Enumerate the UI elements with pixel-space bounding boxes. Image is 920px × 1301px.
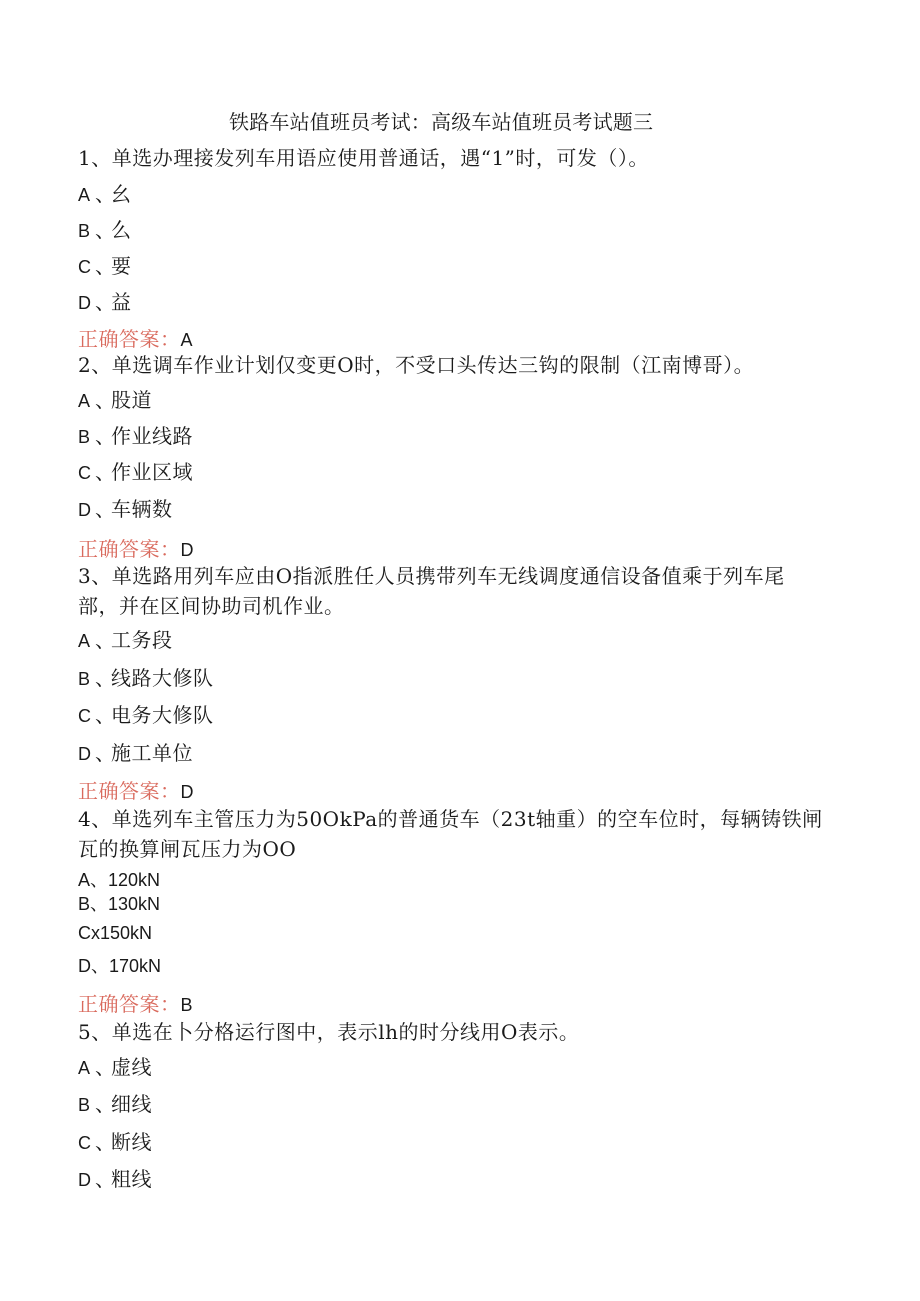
question-5-stem: 5、单选在卜分格运行图中，表示lh的时分线用O表示。 [78,1020,580,1044]
answer-value: B [180,995,194,1015]
question-1-option-a: A 、幺 [78,182,132,206]
question-3-option-a: A 、工务段 [78,628,173,652]
question-4-option-b: B、130kN [78,894,161,914]
question-4-option-c: Cx150kN [78,923,153,943]
question-2-option-d: D 、车辆数 [78,497,173,521]
question-1-option-c: C 、要 [78,254,132,278]
question-2-option-a: A 、股道 [78,388,152,412]
question-5-option-a: A 、虚线 [78,1055,152,1079]
question-4-answer [78,992,193,1017]
question-5-option-b: B 、细线 [78,1092,152,1116]
question-4-option-d: D、170kN [78,956,162,976]
question-2-option-b: B 、作业线路 [78,424,193,448]
question-3-option-d: D 、施工单位 [78,741,193,765]
answer-value: A [180,330,194,350]
question-4-stem-line-1: 4、单选列车主管压力为50OkPa的普通货车（23t轴重）的空车位时，每辆铸铁闸 [78,807,823,831]
question-4-stem-line-2: 瓦的换算闸瓦压力为OO [78,837,297,861]
question-2-answer [78,537,194,562]
question-3-option-b: B 、线路大修队 [78,666,214,690]
question-3-stem-line-1: 3、单选路用列车应由O指派胜任人员携带列车无线调度通信设备值乘于列车尾 [78,564,785,588]
question-1-stem: 1、单选办理接发列车用语应使用普通话，遇“1”时，可发（）。 [78,146,649,170]
question-1-option-d: D 、益 [78,290,132,314]
question-4-option-a: A、120kN [78,870,161,890]
answer-label: 正确答案： [78,779,181,803]
question-5-option-c: C 、断线 [78,1130,152,1154]
question-1-option-b: B 、么 [78,218,132,242]
question-3-option-c: C 、电务大修队 [78,703,214,727]
document-title: 铁路车站值班员考试：高级车站值班员考试题三 [229,110,654,134]
answer-label: 正确答案： [78,992,181,1016]
question-3-stem-line-2: 部，并在区间协助司机作业。 [78,594,345,618]
question-2-option-c: C 、作业区域 [78,460,193,484]
question-5-option-d: D 、粗线 [78,1167,152,1191]
answer-value: D [180,782,194,802]
answer-label: 正确答案： [78,537,181,561]
question-2-stem: 2、单选调车作业计划仅变更O时，不受口头传达三钩的限制（江南博哥）。 [78,353,755,377]
answer-label: 正确答案： [78,327,181,351]
answer-value: D [180,540,194,560]
question-3-answer [78,779,194,804]
question-1-answer [78,327,193,352]
